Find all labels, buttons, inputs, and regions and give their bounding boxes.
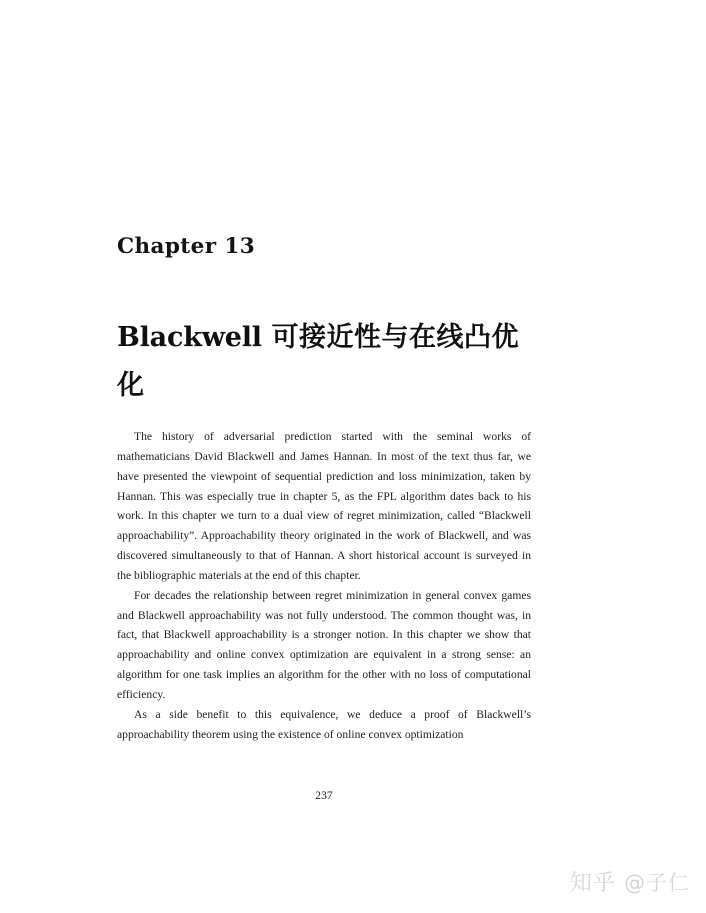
watermark — [570, 866, 690, 897]
chapter-title-cjk: 可接近性与在线凸优化 — [117, 322, 519, 402]
watermark-handle: @子仁 — [624, 871, 690, 895]
paragraph: For decades the relationship between regret minimization in general convex games and Blackwell approachability was not fully understood. The common thought was, in fact, that Blackwell approachability is a stronger notion. In this chapter we show that approachability and online convex optimization are equivalent in a strong sense: an algorithm for one task implies an algorithm for the other with no loss of computational efficiency. — [117, 588, 531, 701]
chapter-title-latin: Blackwell — [117, 322, 262, 354]
page-number: 237 — [315, 789, 333, 802]
paragraph: As a side benefit to this equivalence, we deduce a proof of Blackwell’s approachability theorem using the existence of online convex optimization — [117, 707, 531, 741]
paragraph: The history of adversarial prediction started with the seminal works of mathematicians David Blackwell and James Hannan. In most of the text thus far, we have presented the viewpoint of sequential prediction and loss minimization, taken by Hannan. This was especially true in chapter 5, as the FPL algorithm dates back to his work. In this chapter we turn to a dual view of regret minimization, called “Blackwell approachability”. Approachability theory originated in the work of Blackwell, and was discovered simultaneously to that of Hannan. A short historical account is surveyed in the bibliographic materials at the end of this chapter. — [117, 430, 531, 582]
body-text — [117, 427, 531, 745]
watermark-site: 知乎 — [569, 871, 616, 896]
chapter-title — [117, 314, 537, 410]
chapter-label: Chapter 13 — [117, 234, 256, 259]
